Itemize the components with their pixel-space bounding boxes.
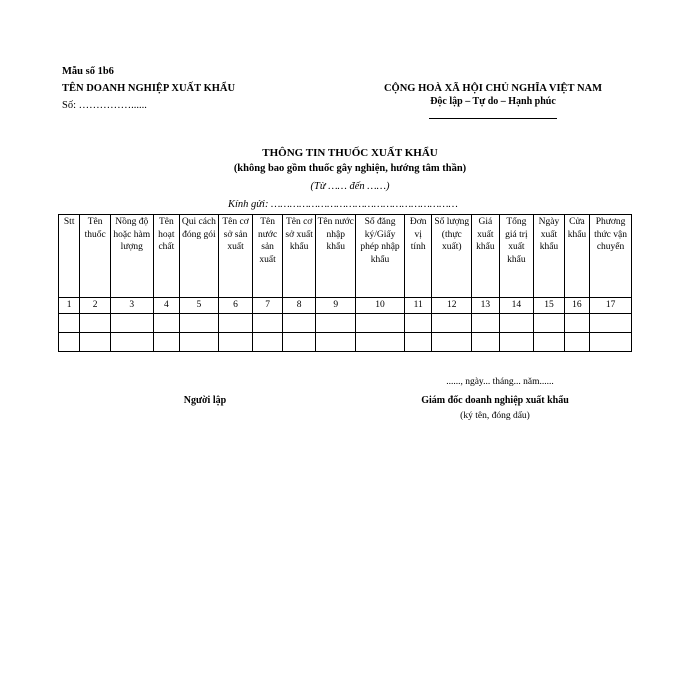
column-header: Giá xuất khẩu xyxy=(472,215,499,298)
table-cell[interactable] xyxy=(499,333,534,352)
column-number: 15 xyxy=(534,298,565,314)
table-cell[interactable] xyxy=(432,333,472,352)
column-number-row xyxy=(59,298,632,314)
table-cell[interactable] xyxy=(218,333,253,352)
signature-note: (ký tên, đóng dấu) xyxy=(460,411,530,421)
table-cell[interactable] xyxy=(80,333,111,352)
column-number: 13 xyxy=(472,298,499,314)
table-cell[interactable] xyxy=(253,333,283,352)
table-cell[interactable] xyxy=(282,314,316,333)
table-cell[interactable] xyxy=(59,333,80,352)
table-cell[interactable] xyxy=(356,333,405,352)
table-cell[interactable] xyxy=(253,314,283,333)
column-header: Phương thức vận chuyển xyxy=(590,215,632,298)
column-header: Qui cách đóng gói xyxy=(180,215,219,298)
table-cell[interactable] xyxy=(218,314,253,333)
document-title: THÔNG TIN THUỐC XUẤT KHẨU xyxy=(262,147,438,159)
column-number: 5 xyxy=(180,298,219,314)
table-cell[interactable] xyxy=(564,333,589,352)
table-cell[interactable] xyxy=(590,333,632,352)
company-name: TÊN DOANH NGHIỆP XUẤT KHẨU xyxy=(62,83,236,94)
table-cell[interactable] xyxy=(80,314,111,333)
column-header: Stt xyxy=(59,215,80,298)
column-number: 12 xyxy=(432,298,472,314)
column-header: Tên nước sản xuất xyxy=(253,215,283,298)
column-header: Ngày xuất khẩu xyxy=(534,215,565,298)
table-cell[interactable] xyxy=(153,333,179,352)
column-header: Tên hoạt chất xyxy=(153,215,179,298)
table-cell[interactable] xyxy=(180,333,219,352)
preparer-label: Người lập xyxy=(183,395,227,406)
column-number: 3 xyxy=(110,298,153,314)
column-number: 6 xyxy=(218,298,253,314)
column-header: Tên nước nhập khẩu xyxy=(316,215,356,298)
export-info-table xyxy=(58,214,632,352)
column-number: 9 xyxy=(316,298,356,314)
table-cell[interactable] xyxy=(316,314,356,333)
column-number: 2 xyxy=(80,298,111,314)
reporting-period: (Từ …… đến ……) xyxy=(310,181,390,192)
column-header: Số đăng ký/Giấy phép nhập khẩu xyxy=(356,215,405,298)
table-cell[interactable] xyxy=(432,314,472,333)
table-row xyxy=(59,333,632,352)
table-cell[interactable] xyxy=(404,333,431,352)
column-number: 7 xyxy=(253,298,283,314)
column-header: Đơn vị tính xyxy=(404,215,431,298)
table-cell[interactable] xyxy=(472,314,499,333)
column-header: Tên cơ sở sản xuất xyxy=(218,215,253,298)
table-cell[interactable] xyxy=(153,314,179,333)
column-number: 4 xyxy=(153,298,179,314)
column-header: Số lượng (thực xuất) xyxy=(432,215,472,298)
director-label: Giám đốc doanh nghiệp xuất khẩu xyxy=(421,395,569,406)
column-number: 1 xyxy=(59,298,80,314)
table-cell[interactable] xyxy=(404,314,431,333)
column-header: Cửa khẩu xyxy=(564,215,589,298)
column-number: 14 xyxy=(499,298,534,314)
table-cell[interactable] xyxy=(316,333,356,352)
column-number: 10 xyxy=(356,298,405,314)
document-subtitle: (không bao gồm thuốc gây nghiện, hướng tâm thần) xyxy=(233,163,467,174)
table-cell[interactable] xyxy=(499,314,534,333)
column-header: Tên thuốc xyxy=(80,215,111,298)
column-number: 8 xyxy=(282,298,316,314)
table-cell[interactable] xyxy=(59,314,80,333)
table-cell[interactable] xyxy=(180,314,219,333)
column-header: Tổng giá trị xuất khẩu xyxy=(499,215,534,298)
recipient-line: Kính gửi: …………………………………………………… xyxy=(228,199,458,210)
column-header: Tên cơ sở xuất khẩu xyxy=(282,215,316,298)
table-cell[interactable] xyxy=(110,333,153,352)
table-cell[interactable] xyxy=(534,314,565,333)
column-header: Nồng độ hoặc hàm lượng xyxy=(110,215,153,298)
table-cell[interactable] xyxy=(590,314,632,333)
column-number: 17 xyxy=(590,298,632,314)
table-header-row xyxy=(59,215,632,298)
date-line: ......, ngày... tháng... năm...... xyxy=(446,377,554,387)
table-cell[interactable] xyxy=(564,314,589,333)
form-code: Mẫu số 1b6 xyxy=(62,66,114,77)
national-title: CỘNG HOÀ XÃ HỘI CHỦ NGHĨA VIỆT NAM xyxy=(383,83,603,94)
column-number: 16 xyxy=(564,298,589,314)
national-motto: Độc lập – Tự do – Hạnh phúc xyxy=(430,96,556,107)
motto-underline xyxy=(429,118,557,119)
table-row xyxy=(59,314,632,333)
column-number: 11 xyxy=(404,298,431,314)
table-cell[interactable] xyxy=(472,333,499,352)
table-cell[interactable] xyxy=(534,333,565,352)
table-cell[interactable] xyxy=(110,314,153,333)
document-number: Số: ……………...... xyxy=(62,100,147,111)
table-cell[interactable] xyxy=(282,333,316,352)
table-cell[interactable] xyxy=(356,314,405,333)
